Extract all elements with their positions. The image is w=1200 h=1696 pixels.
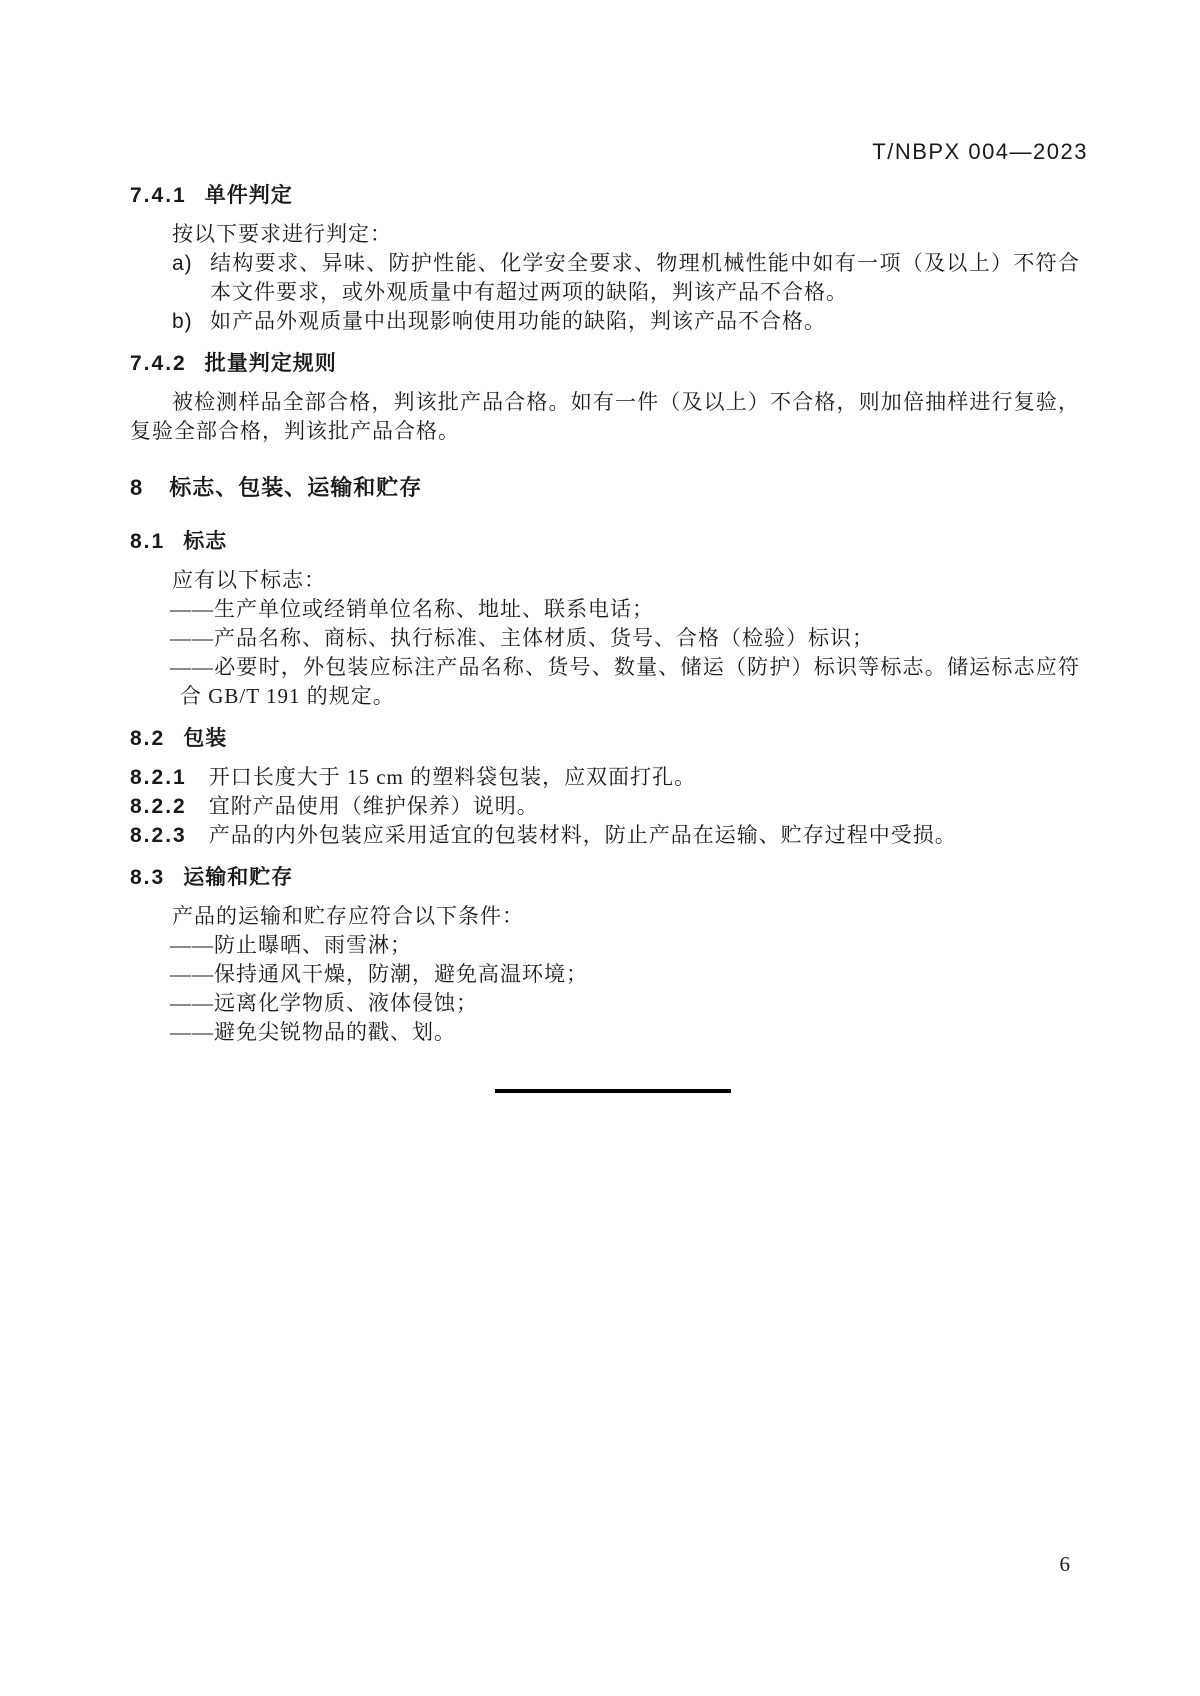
standard-code-header: T/NBPX 004—2023 xyxy=(872,139,1088,164)
clause-text: 宜附产品使用（维护保养）说明。 xyxy=(208,794,539,818)
heading-number: 8.3 xyxy=(130,866,166,889)
list-item-label: b) xyxy=(172,310,193,333)
paragraph: 产品的运输和贮存应符合以下条件： xyxy=(172,904,524,928)
heading-title: 标志、包装、运输和贮存 xyxy=(169,475,423,500)
heading-number: 8 xyxy=(130,475,144,500)
heading-title: 包装 xyxy=(183,727,228,750)
page-number: 6 xyxy=(1059,1552,1070,1576)
numbered-clause xyxy=(130,792,1080,821)
heading-number: 7.4.1 xyxy=(130,184,187,207)
clause-heading xyxy=(130,350,1080,378)
heading-title: 运输和贮存 xyxy=(183,866,294,889)
heading-title: 批量判定规则 xyxy=(204,352,337,375)
heading-title: 单件判定 xyxy=(204,184,293,207)
dash-list-item: ——产品名称、商标、执行标准、主体材质、货号、合格（检验）标识； xyxy=(170,626,874,650)
document-content xyxy=(130,182,1080,1093)
heading-number: 7.4.2 xyxy=(130,352,187,375)
numbered-clause xyxy=(130,821,1080,850)
chapter-heading xyxy=(130,472,1080,504)
clause-heading xyxy=(130,182,1080,210)
clause-text: 开口长度大于 15 cm 的塑料袋包装，应双面打孔。 xyxy=(208,765,697,789)
heading-title: 标志 xyxy=(183,530,228,553)
list-item-text: 如产品外观质量中出现影响使用功能的缺陷，判该产品不合格。 xyxy=(210,309,826,333)
clause-number: 8.2.2 xyxy=(130,795,187,818)
paragraph: 被检测样品全部合格，判该批产品合格。如有一件（及以上）不合格，则加倍抽样进行复验，复验全部合格，判该批产品合格。 xyxy=(130,390,1080,443)
clause-text: 产品的内外包装应采用适宜的包装材料，防止产品在运输、贮存过程中受损。 xyxy=(208,823,957,847)
dash-list-item: ——避免尖锐物品的戳、划。 xyxy=(170,1020,456,1044)
dash-list-item: ——必要时，外包装应标注产品名称、货号、数量、储运（防护）标识等标志。储运标志应符合 GB/T 191 的规定。 xyxy=(170,655,1080,708)
dash-list-item: ——保持通风干燥，防潮，避免高温环境； xyxy=(170,962,588,986)
paragraph: 应有以下标志： xyxy=(172,568,326,592)
numbered-clause xyxy=(130,763,1080,792)
lettered-list-item xyxy=(172,249,1080,307)
list-item-text: 结构要求、异味、防护性能、化学安全要求、物理机械性能中如有一项（及以上）不符合本文件要求，或外观质量中有超过两项的缺陷，判该产品不合格。 xyxy=(210,251,1080,304)
heading-number: 8.2 xyxy=(130,727,166,750)
dash-list-item: ——生产单位或经销单位名称、地址、联系电话； xyxy=(170,597,654,621)
dash-list-item: ——防止曝晒、雨雪淋； xyxy=(170,933,412,957)
paragraph: 按以下要求进行判定： xyxy=(172,222,392,246)
lettered-list-item xyxy=(172,307,1080,336)
dash-list-item: ——远离化学物质、液体侵蚀； xyxy=(170,991,478,1015)
clause-number: 8.2.1 xyxy=(130,766,187,789)
list-item-label: a) xyxy=(172,252,193,275)
document-end-rule xyxy=(495,1089,731,1093)
clause-number: 8.2.3 xyxy=(130,824,187,847)
clause-heading xyxy=(130,725,1080,753)
clause-heading xyxy=(130,864,1080,892)
clause-heading xyxy=(130,528,1080,556)
heading-number: 8.1 xyxy=(130,530,166,553)
